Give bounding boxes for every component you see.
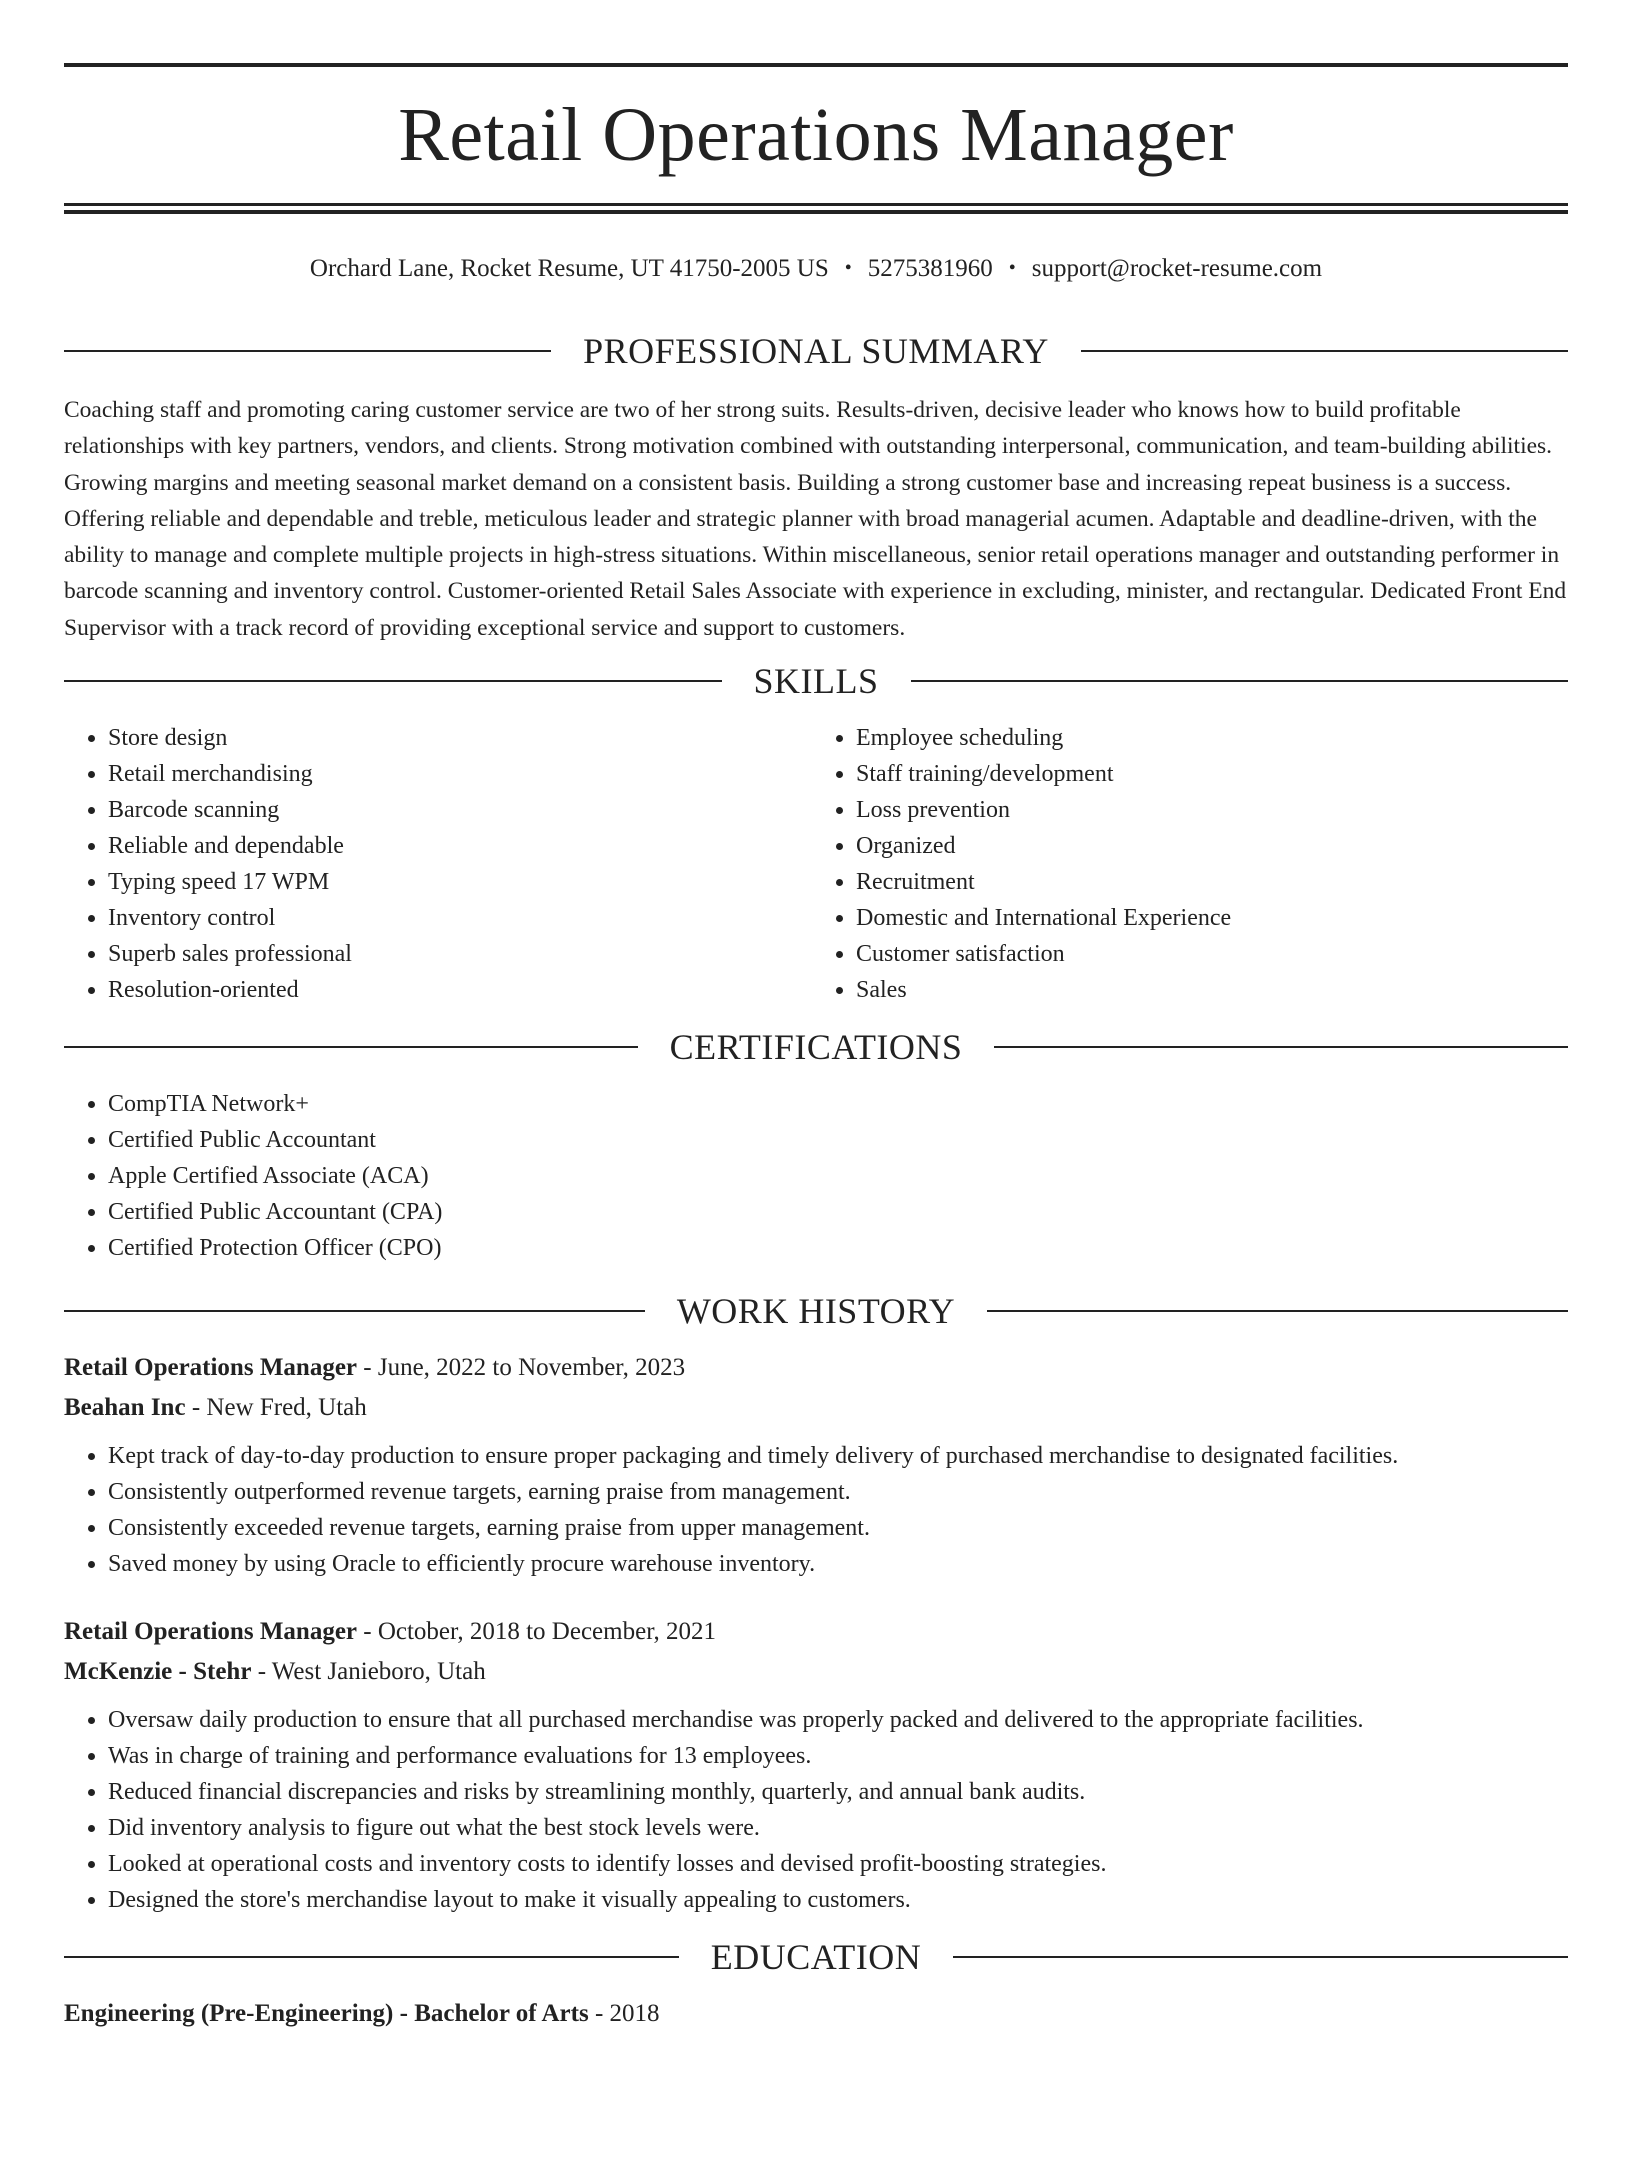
- list-item: • Inventory control: [108, 900, 816, 936]
- resume-title: Retail Operations Manager: [398, 93, 1234, 177]
- work-heading: WORK HISTORY: [676, 1291, 956, 1332]
- contact-separator: •: [844, 257, 852, 279]
- list-item: • Oversaw daily production to ensure that all purchased merchandise was properly packed and delivered to the appropriate facilities.: [108, 1702, 1568, 1738]
- list-item: • Did inventory analysis to figure out what the best stock levels were.: [108, 1810, 1568, 1846]
- contact-email: support@rocket-resume.com: [1031, 255, 1323, 282]
- list-item: • Certified Protection Officer (CPO): [108, 1230, 1568, 1266]
- summary-section-heading: [64, 326, 1568, 376]
- heading-rule-left: [64, 350, 551, 352]
- contact-separator: •: [1008, 257, 1016, 279]
- heading-rule-left: [64, 1956, 679, 1958]
- list-item: • Saved money by using Oracle to efficiently procure warehouse inventory.: [108, 1546, 1568, 1582]
- heading-rule-right: [911, 680, 1569, 682]
- job-title-line: [64, 1348, 1568, 1388]
- job-dates: - June, 2022 to November, 2023: [357, 1354, 686, 1382]
- heading-rule-left: [64, 1046, 638, 1048]
- job-entry: [64, 1348, 1568, 1582]
- skills-list-right: [816, 720, 1568, 1008]
- contact-address: Orchard Lane, Rocket Resume, UT 41750-2005 US: [309, 255, 829, 282]
- list-item: • Resolution-oriented: [108, 972, 816, 1008]
- list-item: • CompTIA Network+: [108, 1086, 1568, 1122]
- job-bullets: [64, 1702, 1568, 1918]
- skills-list-left: [64, 720, 816, 1008]
- list-item: • Consistently exceeded revenue targets, earning praise from upper management.: [108, 1510, 1568, 1546]
- summary-heading: PROFESSIONAL SUMMARY: [583, 331, 1049, 371]
- list-item: • Looked at operational costs and inventory costs to identify losses and devised profit-boosting strategies.: [108, 1846, 1568, 1882]
- list-item: • Retail merchandising: [108, 756, 816, 792]
- list-item: • Consistently outperformed revenue targets, earning praise from management.: [108, 1474, 1568, 1510]
- list-item: • Certified Public Accountant (CPA): [108, 1194, 1568, 1230]
- list-item: • Loss prevention: [856, 792, 1568, 828]
- heading-rule-right: [987, 1310, 1568, 1312]
- summary-text: Coaching staff and promoting caring customer service are two of her strong suits. Results-driven, decisive leader who knows how to build profitable relationships with key partners, vendors, and clients. Strong motivation combined with outstanding interpersonal, communication, and team-building abilities. Growing margins and meeting seasonal market demand on a consistent basis. Building a strong customer base and increasing repeat business is a success. Offering reliable and dependable and treble, meticulous leader and strategic planner with broad managerial acumen. Adaptable and deadline-driven, with the ability to manage and complete multiple projects in high-stress situations. Within miscellaneous, senior retail operations manager and outstanding performer in barcode scanning and inventory control. Customer-oriented Retail Sales Associate with experience in excluding, minister, and rectangular. Dedicated Front End Supervisor with a track record of providing exceptional service and support to customers.: [64, 397, 1567, 641]
- job-location: - West Janieboro, Utah: [251, 1658, 486, 1686]
- list-item: • Sales: [856, 972, 1568, 1008]
- education-year: - 2018: [588, 2000, 660, 2028]
- job-entry: [64, 1612, 1568, 1918]
- list-item: • Reliable and dependable: [108, 828, 816, 864]
- certifications-heading: CERTIFICATIONS: [669, 1027, 963, 1068]
- list-item: • Barcode scanning: [108, 792, 816, 828]
- list-item: • Was in charge of training and performance evaluations for 13 employees.: [108, 1738, 1568, 1774]
- education-entry: [64, 1994, 1568, 2034]
- list-item: • Store design: [108, 720, 816, 756]
- list-item: • Certified Public Accountant: [108, 1122, 1568, 1158]
- list-item: • Recruitment: [856, 864, 1568, 900]
- resume-page: [0, 63, 1632, 2175]
- heading-rule-right: [953, 1956, 1568, 1958]
- job-bullets: [64, 1438, 1568, 1582]
- job-company-line: [64, 1652, 1568, 1692]
- list-item: • Superb sales professional: [108, 936, 816, 972]
- certifications-list: [64, 1086, 1568, 1266]
- list-item: • Reduced financial discrepancies and risks by streamlining monthly, quarterly, and annual bank audits.: [108, 1774, 1568, 1810]
- list-item: • Apple Certified Associate (ACA): [108, 1158, 1568, 1194]
- contact-line: [64, 248, 1568, 288]
- job-title: Retail Operations Manager: [64, 1618, 358, 1646]
- heading-rule-left: [64, 1310, 645, 1312]
- education-section-heading: [64, 1932, 1568, 1982]
- list-item: • Employee scheduling: [856, 720, 1568, 756]
- job-title-line: [64, 1612, 1568, 1652]
- skills-column-right: [816, 720, 1568, 1008]
- education-degree: Engineering (Pre-Engineering) - Bachelor of Arts: [64, 2000, 589, 2028]
- heading-rule-right: [994, 1046, 1568, 1048]
- work-section-heading: [64, 1286, 1568, 1336]
- top-rule: [64, 63, 1568, 67]
- skills-heading: SKILLS: [753, 661, 879, 702]
- list-item: • Typing speed 17 WPM: [108, 864, 816, 900]
- list-item: • Staff training/development: [856, 756, 1568, 792]
- list-item: • Customer satisfaction: [856, 936, 1568, 972]
- title-double-rule: [64, 203, 1568, 214]
- job-company: Beahan Inc: [64, 1394, 186, 1422]
- contact-phone: 5275381960: [867, 255, 993, 282]
- education-heading: EDUCATION: [710, 1937, 922, 1978]
- heading-rule-left: [64, 680, 722, 682]
- list-item: • Organized: [856, 828, 1568, 864]
- job-company-line: [64, 1388, 1568, 1428]
- skills-column-left: [64, 720, 816, 1008]
- certifications-section-heading: [64, 1022, 1568, 1072]
- job-title: Retail Operations Manager: [64, 1354, 358, 1382]
- heading-rule-right: [1081, 350, 1568, 352]
- list-item: • Kept track of day-to-day production to ensure proper packaging and timely delivery of purchased merchandise to designated facilities.: [108, 1438, 1568, 1474]
- skills-section-heading: [64, 656, 1568, 706]
- skills-grid: [64, 720, 1568, 1008]
- list-item: • Domestic and International Experience: [856, 900, 1568, 936]
- list-item: • Designed the store's merchandise layout to make it visually appealing to customers.: [108, 1882, 1568, 1918]
- job-dates: - October, 2018 to December, 2021: [357, 1618, 717, 1646]
- job-company: McKenzie - Stehr: [64, 1658, 252, 1686]
- job-location: - New Fred, Utah: [185, 1394, 367, 1422]
